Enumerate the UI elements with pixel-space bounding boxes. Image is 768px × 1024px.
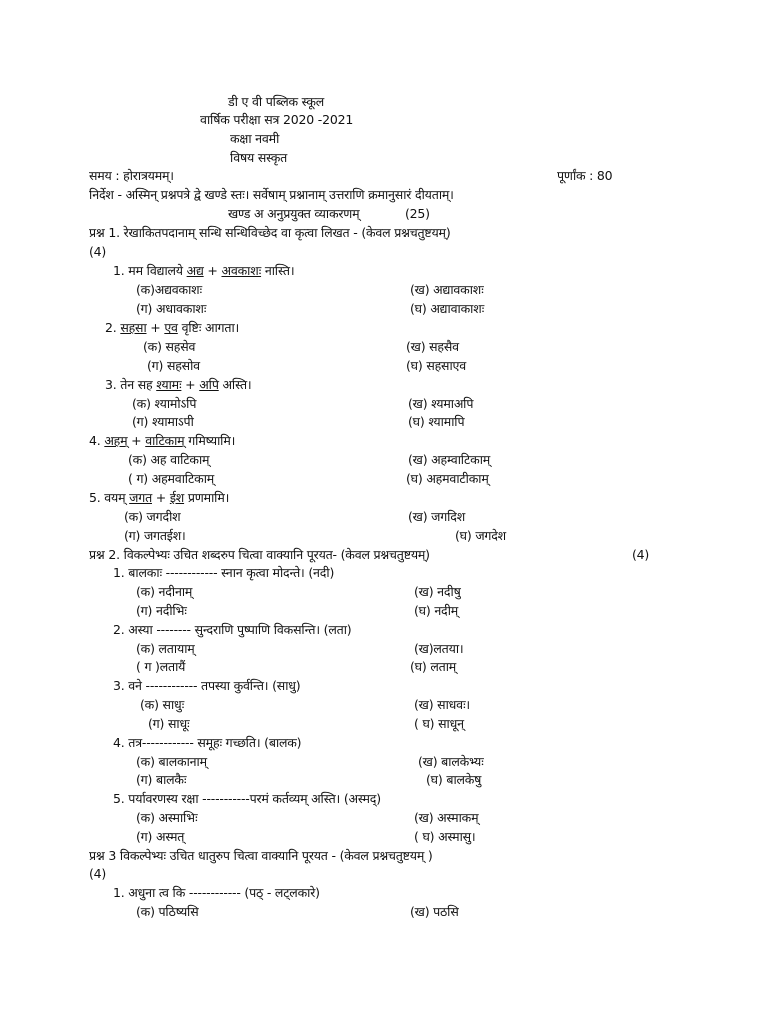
q2-marks: (4) xyxy=(632,547,650,562)
q1-1-opt-kha: (ख) अद्यावकाशः xyxy=(410,282,484,297)
subject-label: विषय सस्कृत xyxy=(230,150,288,165)
q2-item-2: 2. अस्या -------- सुन्दराणि पुष्पाणि विकसन्ति। (लता) xyxy=(113,622,352,637)
q2-3-opt-kha: (ख) साधवः। xyxy=(414,697,470,712)
q1-4-opt-kha: (ख) अहम्वाटिकाम् xyxy=(408,452,491,467)
q2-2-opt-ga: ( ग )लतायैं xyxy=(136,659,186,674)
q2-5-opt-gha: ( घ) अस्मासु। xyxy=(414,829,476,844)
q1-4-opt-ga: ( ग) अहमवाटिकाम् xyxy=(128,471,215,486)
class-label: कक्षा नवमी xyxy=(230,131,280,146)
q1-3-opt-kha: (ख) श्यमाअपि xyxy=(408,396,474,411)
q2-1-opt-ga: (ग) नदीभिः xyxy=(136,603,187,618)
section-title: खण्ड अ अनुप्रयुक्त व्याकरणम् xyxy=(228,206,360,221)
q1-2-opt-kha: (ख) सहसैव xyxy=(406,339,459,354)
q1-5-opt-gha: (घ) जगदेश xyxy=(455,528,506,543)
q2-5-opt-ka: (क) अस्माभिः xyxy=(136,810,198,825)
q3-1-opt-kha: (ख) पठसि xyxy=(410,904,459,919)
school-name: डी ए वी पब्लिक स्कूल xyxy=(228,94,325,109)
q1-3-opt-ka: (क) श्यामोऽपि xyxy=(132,396,197,411)
time-label: समय : होरात्रयमम्। xyxy=(89,168,174,183)
q1-1-opt-gha: (घ) अद्यावाकाशः xyxy=(410,301,485,316)
q1-2-opt-gha: (घ) सहसाएव xyxy=(406,358,466,373)
q2-item-1: 1. बालकाः ------------ स्नान कृत्वा मोदन्ते। (नदी) xyxy=(113,565,335,580)
q1-title: प्रश्न 1. रेखाकितपदानाम् सन्धि सन्धिविच्छेद वा कृत्वा लिखत - (केवल प्रश्नचतुष्टयम्) xyxy=(89,225,451,240)
q2-title: प्रश्न 2. विकल्पेभ्यः उचित शब्दरुप चित्वा वाक्यानि पूरयत- (केवल प्रश्नचतुष्टयम्) xyxy=(89,547,430,562)
q1-item-1: 1. मम विद्यालये अद्य + अवकाशः नास्ति। xyxy=(113,263,295,278)
q3-title: प्रश्न 3 विकल्पेभ्यः उचित धातुरुप चित्वा वाक्यानि पूरयत - (केवल प्रश्नचतुष्टयम् ) xyxy=(89,848,433,863)
q1-item-4: 4. अहम् + वाटिकाम् गमिष्यामि। xyxy=(89,433,236,448)
q1-3-opt-ga: (ग) श्यामाऽपी xyxy=(132,414,194,429)
q1-4-opt-ka: (क) अह वाटिकाम् xyxy=(128,452,210,467)
q3-1-opt-ka: (क) पठिष्यसि xyxy=(136,904,199,919)
q2-4-opt-kha: (ख) बालकेभ्यः xyxy=(418,754,484,769)
q3-item-1: 1. अधुना त्व कि ------------ (पठ् - लट्लकारे) xyxy=(113,885,320,900)
q1-3-opt-gha: (घ) श्यामापि xyxy=(408,414,465,429)
q2-5-opt-ga: (ग) अस्मत् xyxy=(136,829,185,844)
q1-2-opt-ga: (ग) सहसोव xyxy=(147,358,200,373)
instruction: निर्देश - अस्मिन् प्रश्नपत्रे द्वे खण्डे स्तः। सर्वेषाम् प्रश्नानाम् उत्तराणि क्रमानुसारं दीयताम्। xyxy=(89,187,454,202)
q2-item-4: 4. तत्र------------ समूहः गच्छति। (बालक) xyxy=(113,735,302,750)
q2-3-opt-ga: (ग) साधूः xyxy=(148,716,190,731)
q1-1-opt-ka: (क)अद्यवकाशः xyxy=(136,282,202,297)
q2-4-opt-ka: (क) बालकानाम् xyxy=(136,754,207,769)
q2-5-opt-kha: (ख) अस्माकम् xyxy=(414,810,479,825)
q2-3-opt-ka: (क) साधुः xyxy=(140,697,185,712)
q2-1-opt-gha: (घ) नदीम् xyxy=(414,603,459,618)
section-marks: (25) xyxy=(405,206,430,221)
q1-marks: (4) xyxy=(89,244,107,259)
q2-1-opt-ka: (क) नदीनाम् xyxy=(136,584,193,599)
exam-title: वार्षिक परीक्षा सत्र 2020 -2021 xyxy=(200,112,354,127)
q1-5-opt-ga: (ग) जगतईश। xyxy=(124,528,186,543)
q2-2-opt-ka: (क) लतायाम् xyxy=(136,641,195,656)
q2-4-opt-gha: (घ) बालकेषु xyxy=(426,772,482,787)
q2-4-opt-ga: (ग) बालकैः xyxy=(136,772,187,787)
q2-item-3: 3. वने ------------ तपस्या कुर्वन्ति। (साधु) xyxy=(113,678,301,693)
full-marks: पूर्णांक : 80 xyxy=(557,168,613,183)
q2-1-opt-kha: (ख) नदीषु xyxy=(414,584,461,599)
q1-item-2: 2. सहसा + एव वृष्टिः आगता। xyxy=(105,320,240,335)
q1-item-5: 5. वयम् जगत + ईश प्रणमामि। xyxy=(89,490,230,505)
q1-2-opt-ka: (क) सहसेव xyxy=(143,339,196,354)
q1-4-opt-gha: (घ) अहमवाटीकाम् xyxy=(406,471,489,486)
q2-item-5: 5. पर्यावरणस्य रक्षा -----------परमं कर्तव्यम् अस्ति। (अस्मद्) xyxy=(113,791,381,806)
q1-item-3: 3. तेन सह श्यामः + अपि अस्ति। xyxy=(105,377,252,392)
q1-5-opt-ka: (क) जगदीश xyxy=(124,509,181,524)
q1-5-opt-kha: (ख) जगदिश xyxy=(408,509,466,524)
q2-2-opt-gha: (घ) लताम् xyxy=(410,659,457,674)
q1-1-opt-ga: (ग) अधावकाशः xyxy=(136,301,207,316)
q2-2-opt-kha: (ख)लतया। xyxy=(414,641,464,656)
q2-3-opt-gha: ( घ) साधून् xyxy=(414,716,464,731)
q3-marks: (4) xyxy=(89,866,107,881)
